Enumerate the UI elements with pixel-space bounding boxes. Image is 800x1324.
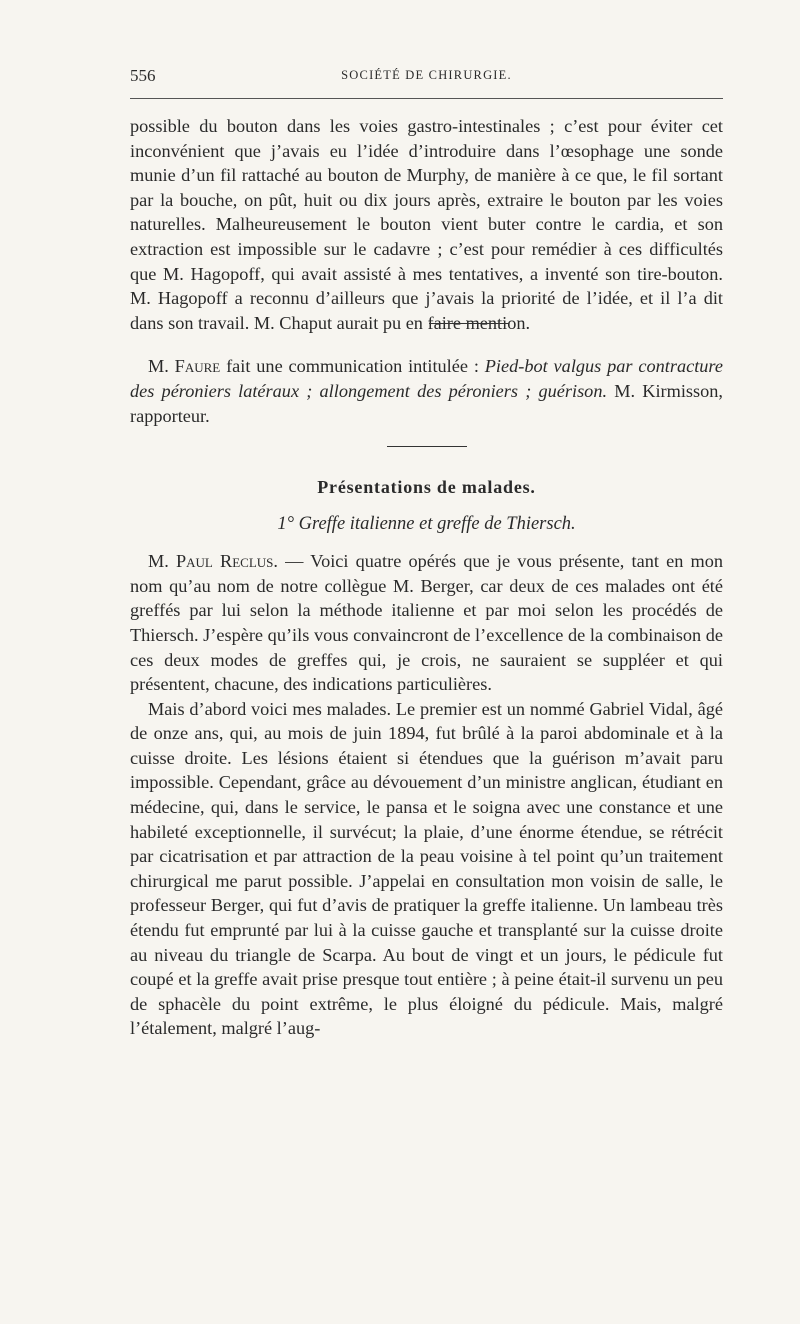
- subsection-title: 1° Greffe italienne et greffe de Thiersch.: [277, 514, 576, 535]
- author-name: Paul Reclus.: [175, 551, 278, 572]
- section-title: Présentations de malades.: [317, 477, 536, 498]
- paragraph-faure: M. Faure fait une communication intitulée : Pied-bot valgus par contracture des péroniers latéraux ; allongement des péroniers ; guérison. M. Kirmisson, rapporteur.: [130, 356, 723, 426]
- paragraph-body: Mais d’abord voici mes malades. Le premier est un nommé Gabriel Vidal, âgé de onze ans, qui, au mois de juin 1894, fut brûlé à la paroi abdominale et à la cuisse droite. Les lésions étaient si étendues que la guérison m’avait paru impossible. Cependant, grâce au dévouement d’un ministre anglican, étudiant en médecine, qui, dans le service, le pansa et le soigna avec une constance et une habileté exceptionnelle, il survécut; la plaie, d’une énorme étendue, se rétrécit par cicatrisation et par attraction de la peau voisine à tel point qu’un traitement chirurgical me parut possible. J’appelai en consultation mon voisin de salle, le professeur Berger, qui fut d’avis de pratiquer la greffe italienne. Un lambeau très étendu fut emprunté par lui à la cuisse gauche et transplanté sur la cuisse droite au niveau du triangle de Scarpa. Au bout de vingt et un jours, le pédicule fut coupé et la greffe avait prise presque tout entière ; à peine était-il survenu un peu de sphacèle du point extrême, le plus éloigné du pédicule. Mais, malgré l’étalement, malgré l’aug-: [130, 698, 723, 1039]
- paragraph-reclus: M. Paul Reclus. — Voici quatre opérés que je vous présente, tant en mon nom qu’au nom de notre collègue M. Berger, car deux de ces malades ont été greffés par lui selon la méthode italienne et par moi selon les procédés de Thiersch. J’espère qu’ils vous convaincront de l’excellence de la combinaison de ces deux modes de greffes qui, je crois, ne sauraient se suppléer et qui présentent, chacune, des indications particulières.: [130, 551, 724, 695]
- page: [130, 62, 723, 1041]
- header-rule: [130, 98, 723, 99]
- communication-title: Pied-bot valgus par contracture des péroniers latéraux ; allongement des péroniers ; guérison.: [130, 356, 723, 401]
- paragraph-continuation: possible du bouton dans les voies gastro-intestinales ; c’est pour éviter cet inconvénient que j’avais eu l’idée d’introduire dans l’œsophage une sonde munie d’un fil rattaché au bouton de Murphy, de manière à ce que, le fil sortant par la bouche, on pût, huit ou dix jours après, extraire le bouton par les voies naturelles. Malheureusement le bouton vient buter contre le cardia, et son extraction est impossible sur le cadavre ; c’est pour remédier à ces difficultés que M. Hagopoff, qui avait assisté à mes tentatives, a inventé son tire-bouton. M. Hagopoff a reconnu d’ailleurs que j’avais la priorité de l’idée, et il l’a dit dans son travail. M. Chaput aurait pu en faire mention.: [130, 116, 723, 333]
- separator-rule: [387, 446, 467, 447]
- running-title: SOCIÉTÉ DE CHIRURGIE.: [341, 68, 512, 82]
- page-number: 556: [130, 66, 156, 85]
- page-header: [130, 62, 723, 94]
- separator-rule: [429, 323, 509, 324]
- author-name: Faure: [174, 356, 221, 377]
